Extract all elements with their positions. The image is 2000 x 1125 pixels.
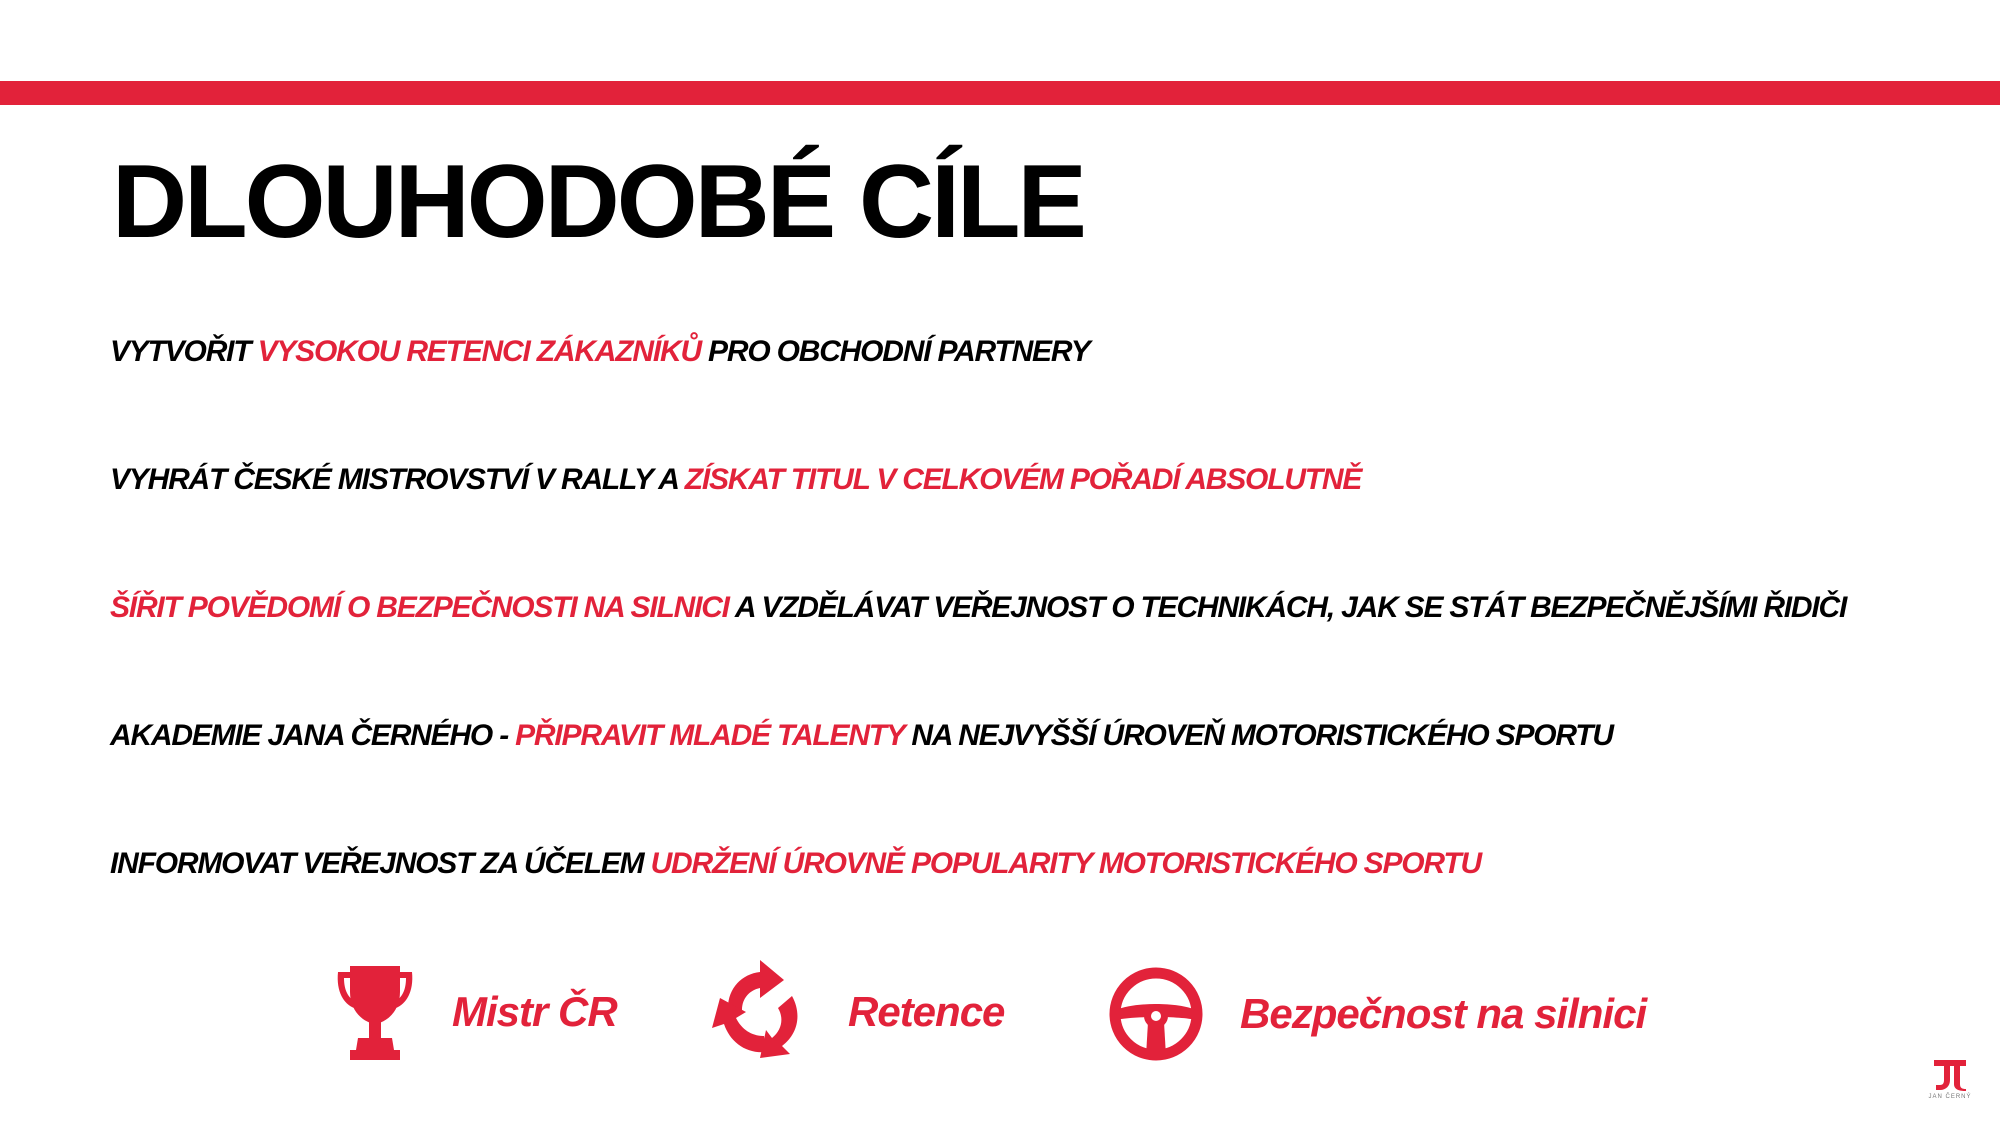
goal-text: VYHRÁT ČESKÉ MISTROVSTVÍ V RALLY A <box>110 463 685 496</box>
goal-item <box>110 465 1361 495</box>
goal-highlight-text: VYSOKOU RETENCI ZÁKAZNÍKŮ <box>257 335 701 368</box>
goal-text: AKADEMIE JANA ČERNÉHO - <box>110 719 516 752</box>
goal-highlight-text: UDRŽENÍ ÚROVNĚ POPULARITY MOTORISTICKÉHO SPORTU <box>650 847 1481 880</box>
feature-label: Mistr ČR <box>452 988 617 1035</box>
page-title: DLOUHODOBÉ CÍLE <box>112 144 1084 260</box>
trophy-icon <box>334 962 416 1062</box>
goal-text: VYTVOŘIT <box>110 335 258 368</box>
steering-wheel-icon <box>1108 966 1204 1062</box>
jc-logo-icon <box>1932 1058 1968 1092</box>
recycle-arrows-icon <box>708 958 812 1066</box>
feature-trophy <box>334 962 617 1062</box>
goal-highlight-text: ZÍSKAT TITUL V CELKOVÉM POŘADÍ ABSOLUTNĚ <box>684 463 1362 496</box>
goal-text: A VZDĚLÁVAT VEŘEJNOST O TECHNIKÁCH, JAK SE STÁT BEZPEČNĚJŠÍMI ŘIDIČI <box>728 591 1847 624</box>
goal-text: INFORMOVAT VEŘEJNOST ZA ÚČELEM <box>110 847 651 880</box>
goal-highlight-text: ŠÍŘIT POVĚDOMÍ O BEZPEČNOSTI NA SILNICI <box>110 591 729 624</box>
feature-label: Retence <box>848 988 1005 1035</box>
goal-item <box>110 721 1613 751</box>
goal-highlight-text: PŘIPRAVIT MLADÉ TALENTY <box>515 719 905 752</box>
feature-label: Bezpečnost na silnici <box>1240 990 1647 1037</box>
brand-logo <box>1930 1058 1970 1102</box>
goal-text: NA NEJVYŠŠÍ ÚROVEŇ MOTORISTICKÉHO SPORTU <box>904 719 1613 752</box>
goal-item <box>110 337 1090 367</box>
top-accent-bar <box>0 81 2000 105</box>
feature-road-safety <box>1108 966 1646 1062</box>
goal-text: PRO OBCHODNÍ PARTNERY <box>700 335 1090 368</box>
goal-item <box>110 593 1846 623</box>
goal-item <box>110 849 1481 879</box>
feature-retention <box>708 958 1004 1066</box>
logo-subtitle: JAN ČERNÝ <box>1928 1094 1972 1100</box>
